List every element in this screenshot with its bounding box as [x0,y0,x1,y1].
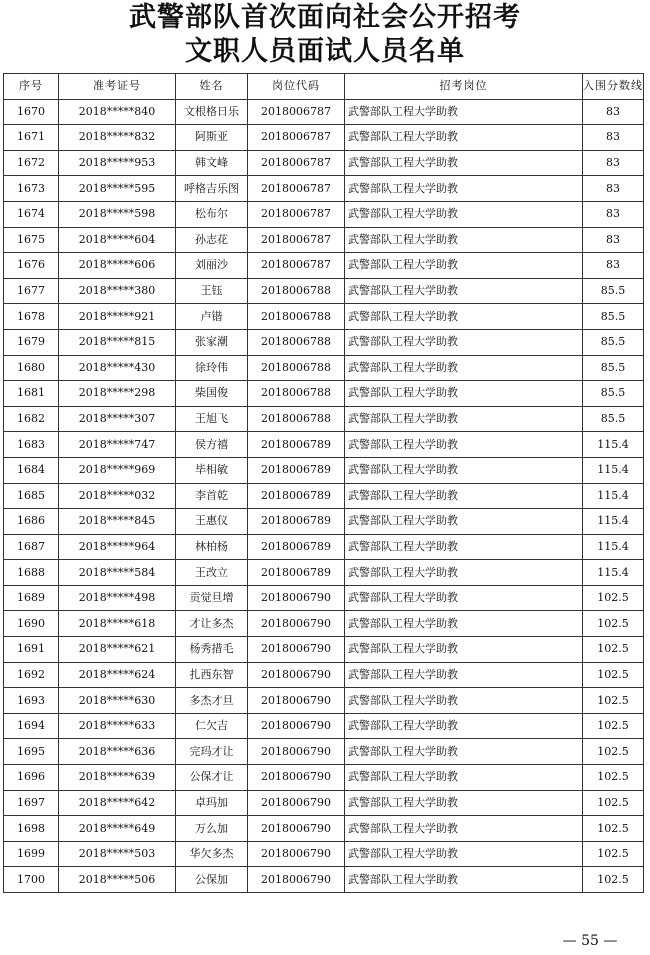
cell-position: 武警部队工程大学助教 [345,99,583,125]
cell-cutoff-score: 85.5 [583,278,644,304]
table-row [4,381,644,407]
cell-serial: 1683 [4,432,59,458]
header-serial: 序号 [4,74,59,100]
cell-name: 侯方禧 [176,432,248,458]
table-row [4,457,644,483]
header-position-code: 岗位代码 [248,74,345,100]
cell-position: 武警部队工程大学助教 [345,406,583,432]
cell-serial: 1691 [4,637,59,663]
cell-serial: 1695 [4,739,59,765]
cell-cutoff-score: 85.5 [583,406,644,432]
cell-cutoff-score: 83 [583,99,644,125]
cell-serial: 1688 [4,560,59,586]
cell-position-code: 2018006788 [248,355,345,381]
cell-name: 林柏杨 [176,534,248,560]
cell-cutoff-score: 85.5 [583,304,644,330]
cell-cutoff-score: 115.4 [583,534,644,560]
cell-cutoff-score: 115.4 [583,483,644,509]
cell-name: 贡觉旦增 [176,585,248,611]
cell-serial: 1679 [4,329,59,355]
cell-ticket-number: 2018*****380 [59,278,176,304]
cell-position: 武警部队工程大学助教 [345,176,583,202]
table-row [4,560,644,586]
cell-position-code: 2018006790 [248,713,345,739]
cell-name: 韩文峰 [176,150,248,176]
cell-ticket-number: 2018*****845 [59,509,176,535]
cell-ticket-number: 2018*****606 [59,253,176,279]
cell-position: 武警部队工程大学助教 [345,637,583,663]
cell-ticket-number: 2018*****604 [59,227,176,253]
cell-position-code: 2018006789 [248,560,345,586]
cell-serial: 1693 [4,688,59,714]
cell-position-code: 2018006787 [248,227,345,253]
table-row [4,611,644,637]
cell-ticket-number: 2018*****618 [59,611,176,637]
cell-serial: 1690 [4,611,59,637]
table-row [4,150,644,176]
cell-position: 武警部队工程大学助教 [345,253,583,279]
cell-cutoff-score: 102.5 [583,765,644,791]
cell-serial: 1700 [4,867,59,893]
cell-position: 武警部队工程大学助教 [345,457,583,483]
cell-name: 扎西东智 [176,662,248,688]
cell-position: 武警部队工程大学助教 [345,432,583,458]
cell-ticket-number: 2018*****636 [59,739,176,765]
cell-name: 万么加 [176,816,248,842]
cell-ticket-number: 2018*****649 [59,816,176,842]
cell-cutoff-score: 102.5 [583,688,644,714]
cell-name: 公保才让 [176,765,248,791]
document-title: 武警部队首次面向社会公开招考 [129,2,521,33]
cell-cutoff-score: 115.4 [583,509,644,535]
cell-name: 文根格日乐 [176,99,248,125]
table-row [4,329,644,355]
cell-serial: 1670 [4,99,59,125]
cell-position: 武警部队工程大学助教 [345,125,583,151]
cell-ticket-number: 2018*****298 [59,381,176,407]
cell-serial: 1696 [4,765,59,791]
cell-position-code: 2018006789 [248,432,345,458]
cell-position-code: 2018006790 [248,867,345,893]
table-row [4,816,644,842]
cell-name: 王改立 [176,560,248,586]
table-row [4,406,644,432]
cell-position-code: 2018006790 [248,841,345,867]
cell-position: 武警部队工程大学助教 [345,509,583,535]
cell-position: 武警部队工程大学助教 [345,329,583,355]
cell-name: 李首乾 [176,483,248,509]
cell-position-code: 2018006789 [248,457,345,483]
cell-name: 多杰才旦 [176,688,248,714]
cell-position-code: 2018006787 [248,253,345,279]
cell-position-code: 2018006788 [248,304,345,330]
cell-serial: 1687 [4,534,59,560]
cell-ticket-number: 2018*****506 [59,867,176,893]
cell-ticket-number: 2018*****595 [59,176,176,202]
cell-cutoff-score: 102.5 [583,585,644,611]
table-row [4,227,644,253]
cell-ticket-number: 2018*****621 [59,637,176,663]
cell-position-code: 2018006790 [248,637,345,663]
cell-ticket-number: 2018*****921 [59,304,176,330]
cell-ticket-number: 2018*****624 [59,662,176,688]
cell-ticket-number: 2018*****430 [59,355,176,381]
cell-name: 公保加 [176,867,248,893]
cell-name: 张家潮 [176,329,248,355]
cell-position: 武警部队工程大学助教 [345,816,583,842]
cell-serial: 1698 [4,816,59,842]
table-row [4,278,644,304]
table-row [4,688,644,714]
table-row [4,355,644,381]
cell-cutoff-score: 115.4 [583,560,644,586]
cell-position-code: 2018006790 [248,790,345,816]
cell-position-code: 2018006787 [248,99,345,125]
cell-position-code: 2018006787 [248,125,345,151]
cell-position: 武警部队工程大学助教 [345,355,583,381]
table-row [4,176,644,202]
cell-position: 武警部队工程大学助教 [345,227,583,253]
table-row [4,713,644,739]
cell-position: 武警部队工程大学助教 [345,585,583,611]
cell-ticket-number: 2018*****642 [59,790,176,816]
cell-serial: 1685 [4,483,59,509]
cell-position: 武警部队工程大学助教 [345,662,583,688]
cell-ticket-number: 2018*****747 [59,432,176,458]
cell-serial: 1699 [4,841,59,867]
cell-serial: 1681 [4,381,59,407]
table-row [4,253,644,279]
candidate-table [3,73,644,893]
cell-ticket-number: 2018*****840 [59,99,176,125]
cell-ticket-number: 2018*****630 [59,688,176,714]
cell-cutoff-score: 115.4 [583,457,644,483]
cell-cutoff-score: 102.5 [583,841,644,867]
cell-cutoff-score: 102.5 [583,867,644,893]
cell-position-code: 2018006790 [248,662,345,688]
cell-cutoff-score: 102.5 [583,739,644,765]
cell-ticket-number: 2018*****964 [59,534,176,560]
cell-ticket-number: 2018*****639 [59,765,176,791]
header-ticket-number: 准考证号 [59,74,176,100]
cell-name: 阿斯亚 [176,125,248,151]
cell-serial: 1694 [4,713,59,739]
table-row [4,125,644,151]
cell-cutoff-score: 102.5 [583,713,644,739]
page-number: — 55 — [562,933,618,949]
cell-position-code: 2018006790 [248,688,345,714]
header-position: 招考岗位 [345,74,583,100]
cell-position-code: 2018006789 [248,509,345,535]
cell-position: 武警部队工程大学助教 [345,867,583,893]
cell-cutoff-score: 83 [583,253,644,279]
cell-position-code: 2018006788 [248,278,345,304]
table-header-row [4,74,644,100]
cell-name: 王钰 [176,278,248,304]
table-row [4,765,644,791]
cell-name: 孙志花 [176,227,248,253]
header-name: 姓名 [176,74,248,100]
cell-position-code: 2018006787 [248,201,345,227]
table-row [4,509,644,535]
cell-position-code: 2018006790 [248,611,345,637]
table-row [4,201,644,227]
cell-position-code: 2018006789 [248,534,345,560]
cell-position-code: 2018006788 [248,406,345,432]
cell-name: 刘丽沙 [176,253,248,279]
table-row [4,841,644,867]
cell-position: 武警部队工程大学助教 [345,381,583,407]
cell-ticket-number: 2018*****598 [59,201,176,227]
cell-position: 武警部队工程大学助教 [345,611,583,637]
cell-ticket-number: 2018*****969 [59,457,176,483]
cell-position: 武警部队工程大学助教 [345,688,583,714]
cell-name: 才让多杰 [176,611,248,637]
cell-name: 仁欠吉 [176,713,248,739]
cell-serial: 1673 [4,176,59,202]
cell-position: 武警部队工程大学助教 [345,713,583,739]
cell-name: 柴国俊 [176,381,248,407]
cell-position-code: 2018006790 [248,816,345,842]
table-row [4,585,644,611]
table-row [4,483,644,509]
table-row [4,637,644,663]
cell-name: 杨秀措毛 [176,637,248,663]
cell-position: 武警部队工程大学助教 [345,739,583,765]
cell-ticket-number: 2018*****584 [59,560,176,586]
cell-serial: 1678 [4,304,59,330]
cell-cutoff-score: 102.5 [583,637,644,663]
table-row [4,739,644,765]
cell-serial: 1671 [4,125,59,151]
cell-ticket-number: 2018*****832 [59,125,176,151]
cell-ticket-number: 2018*****032 [59,483,176,509]
cell-cutoff-score: 83 [583,125,644,151]
document-subtitle: 文职人员面试人员名单 [185,36,465,67]
cell-name: 松布尔 [176,201,248,227]
cell-name: 徐玲伟 [176,355,248,381]
cell-name: 完玛才让 [176,739,248,765]
cell-position: 武警部队工程大学助教 [345,304,583,330]
table-row [4,790,644,816]
cell-position: 武警部队工程大学助教 [345,765,583,791]
cell-cutoff-score: 85.5 [583,381,644,407]
cell-serial: 1675 [4,227,59,253]
cell-serial: 1672 [4,150,59,176]
cell-serial: 1680 [4,355,59,381]
cell-position: 武警部队工程大学助教 [345,201,583,227]
cell-position-code: 2018006790 [248,585,345,611]
cell-cutoff-score: 85.5 [583,355,644,381]
cell-position: 武警部队工程大学助教 [345,278,583,304]
cell-ticket-number: 2018*****633 [59,713,176,739]
cell-position: 武警部队工程大学助教 [345,150,583,176]
cell-ticket-number: 2018*****953 [59,150,176,176]
cell-cutoff-score: 115.4 [583,432,644,458]
cell-serial: 1692 [4,662,59,688]
cell-serial: 1677 [4,278,59,304]
table-row [4,304,644,330]
cell-serial: 1697 [4,790,59,816]
cell-name: 卢锴 [176,304,248,330]
cell-cutoff-score: 83 [583,201,644,227]
cell-name: 卓玛加 [176,790,248,816]
cell-position: 武警部队工程大学助教 [345,534,583,560]
cell-name: 呼格吉乐图 [176,176,248,202]
cell-ticket-number: 2018*****503 [59,841,176,867]
cell-cutoff-score: 102.5 [583,816,644,842]
cell-position: 武警部队工程大学助教 [345,483,583,509]
cell-cutoff-score: 102.5 [583,611,644,637]
cell-position-code: 2018006789 [248,483,345,509]
cell-ticket-number: 2018*****498 [59,585,176,611]
cell-position: 武警部队工程大学助教 [345,790,583,816]
cell-position: 武警部队工程大学助教 [345,841,583,867]
cell-serial: 1676 [4,253,59,279]
table-row [4,662,644,688]
cell-serial: 1684 [4,457,59,483]
cell-cutoff-score: 102.5 [583,662,644,688]
cell-cutoff-score: 85.5 [583,329,644,355]
cell-ticket-number: 2018*****815 [59,329,176,355]
table-row [4,432,644,458]
cell-name: 王旭飞 [176,406,248,432]
cell-serial: 1682 [4,406,59,432]
cell-ticket-number: 2018*****307 [59,406,176,432]
table-row [4,99,644,125]
cell-position-code: 2018006787 [248,150,345,176]
table-row [4,867,644,893]
cell-cutoff-score: 83 [583,176,644,202]
cell-position-code: 2018006787 [248,176,345,202]
cell-position-code: 2018006790 [248,765,345,791]
cell-serial: 1674 [4,201,59,227]
cell-position: 武警部队工程大学助教 [345,560,583,586]
cell-position-code: 2018006788 [248,381,345,407]
cell-cutoff-score: 83 [583,227,644,253]
cell-cutoff-score: 83 [583,150,644,176]
cell-name: 王惠仪 [176,509,248,535]
header-cutoff-score: 入围分数线 [583,74,644,100]
cell-serial: 1686 [4,509,59,535]
cell-serial: 1689 [4,585,59,611]
cell-name: 华欠多杰 [176,841,248,867]
cell-position-code: 2018006788 [248,329,345,355]
cell-name: 毕相敏 [176,457,248,483]
table-row [4,534,644,560]
cell-position-code: 2018006790 [248,739,345,765]
cell-cutoff-score: 102.5 [583,790,644,816]
